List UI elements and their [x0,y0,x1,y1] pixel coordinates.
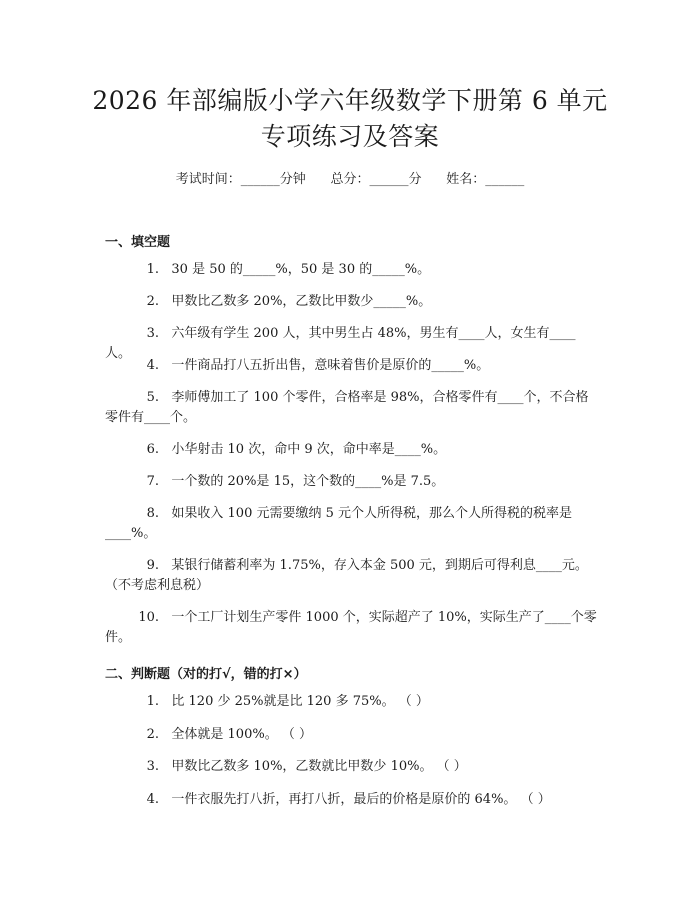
question-number: 2. [146,294,159,309]
question-text: 六年级有学生 200 人，其中男生占 48%，男生有____人，女生有____人。 [105,326,576,361]
section-heading-fill-blank: 一、填空题 [105,235,171,250]
question-number: 3. [146,759,159,774]
question-item [105,356,600,376]
question-item [105,292,600,312]
question-text: 甲数比乙数多 20%，乙数比甲数少_____%。 [171,294,432,309]
question-number: 5. [146,390,159,405]
question-text: 一件商品打八五折出售，意味着售价是原价的_____%。 [171,358,490,373]
question-text: 30 是 50 的_____%，50 是 30 的_____%。 [171,262,431,277]
question-number: 10. [138,610,159,625]
question-text: 比 120 少 25%就是比 120 多 75%。 （ ） [171,694,429,709]
question-text: 某银行储蓄利率为 1.75%，存入本金 500 元，到期后可得利息____元。（不考虑利息税） [105,558,588,593]
page-subtitle: 专项练习及答案 [260,122,440,151]
question-text: 一件衣服先打八折，再打八折，最后的价格是原价的 64%。 （ ） [171,792,551,807]
question-item [105,504,600,544]
question-item [105,440,600,460]
question-text: 一个工厂计划生产零件 1000 个，实际超产了 10%，实际生产了____个零件。 [105,610,597,645]
question-item [105,472,600,492]
question-item [105,388,600,428]
question-text: 全体就是 100%。 （ ） [171,727,312,742]
question-item [105,556,600,596]
question-text: 甲数比乙数多 10%，乙数就比甲数少 10%。 （ ） [171,759,467,774]
question-item [105,725,600,745]
question-number: 2. [146,727,159,742]
question-number: 8. [146,506,159,521]
question-number: 9. [146,558,159,573]
question-text: 小华射击 10 次，命中 9 次，命中率是____%。 [171,442,447,457]
question-item [105,692,600,712]
exam-info: 考试时间：______分钟 总分：______分 姓名：______ [175,172,525,187]
question-number: 4. [146,358,159,373]
question-item [105,608,600,648]
question-item [105,260,600,280]
question-number: 1. [146,262,159,277]
question-number: 1. [146,694,159,709]
question-text: 如果收入 100 元需要缴纳 5 元个人所得税，那么个人所得税的税率是____%。 [105,506,573,541]
question-item [105,757,600,777]
question-item [105,790,600,810]
question-text: 李师傅加工了 100 个零件，合格率是 98%，合格零件有____个，不合格零件有____个。 [105,390,589,425]
page-title: 2026 年部编版小学六年级数学下册第 6 单元 [92,86,608,115]
question-number: 6. [146,442,159,457]
question-text: 一个数的 20%是 15，这个数的____%是 7.5。 [171,474,445,489]
question-number: 7. [146,474,159,489]
question-number: 3. [146,326,159,341]
section-heading-true-false: 二、判断题（对的打√，错的打×） [105,667,307,682]
question-number: 4. [146,792,159,807]
